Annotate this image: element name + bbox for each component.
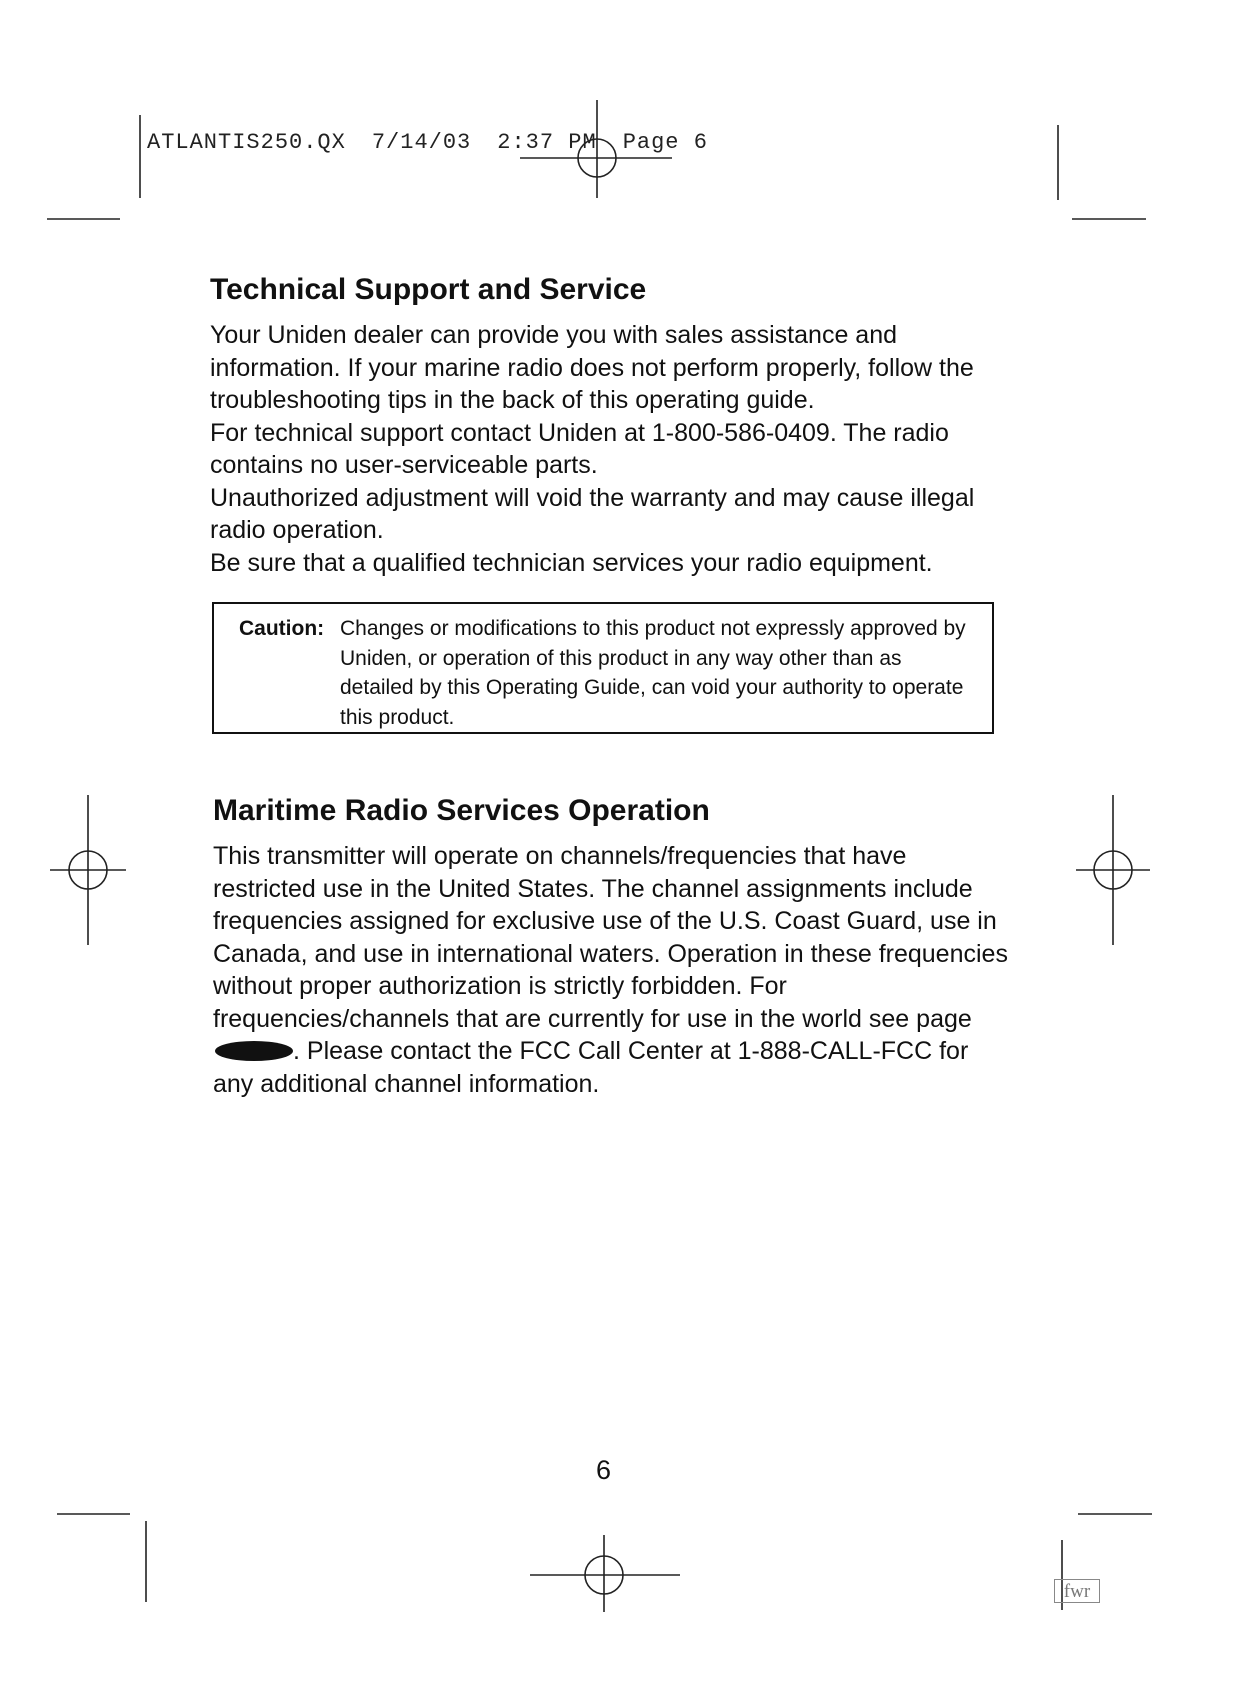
- slug-time: 2:37 PM: [497, 130, 597, 155]
- technical-support-paragraph: Your Uniden dealer can provide you with sales assistance and information. If your marine radio does not perform properly, follow the troubleshooting tips in the back of this operating guide.: [210, 321, 974, 414]
- technical-support-paragraph: For technical support contact Uniden at 1-800-586-0409. The radio contains no user-serviceable parts.: [210, 418, 949, 479]
- technical-support-paragraph: Be sure that a qualified technician services your radio equipment.: [210, 548, 933, 577]
- slug-page-label: Page 6: [622, 130, 708, 155]
- page-number: 6: [596, 1455, 612, 1485]
- redaction-mark: [215, 1041, 293, 1061]
- registration-mark-bottom: [530, 1535, 680, 1612]
- maritime-text-before: This transmitter will operate on channels/frequencies that have restricted use in the United States. The channel assignments include frequencies assigned for exclusive use of the U.S. Coast Guard, use in Canada, and use in international waters. Operation in these frequencies without proper authorization is strictly forbidden. For frequencies/channels that are currently for use in the world see page: [213, 842, 1008, 1033]
- registration-mark-left: [50, 795, 126, 945]
- maritime-heading: Maritime Radio Services Operation: [213, 794, 710, 827]
- caution-box: [212, 602, 994, 734]
- technical-support-paragraph: Unauthorized adjustment will void the warranty and may cause illegal radio operation.: [210, 483, 975, 544]
- registration-mark-top: [520, 100, 672, 198]
- maritime-body: [213, 840, 1013, 1100]
- caution-label: Caution:: [239, 617, 325, 640]
- registration-mark-right: [1076, 795, 1150, 945]
- caution-text: Changes or modifications to this product not expressly approved by Uniden, or operation of this product in any way other than as detailed by this Operating Guide, can void your authority to operate this product.: [340, 617, 966, 729]
- maritime-paragraph: [213, 840, 1013, 1100]
- corner-stamp: fwr: [1054, 1579, 1100, 1603]
- technical-support-heading: Technical Support and Service: [210, 273, 647, 306]
- slug-filename: ATLANTIS250.QX: [147, 130, 346, 155]
- slug-date: 7/14/03: [371, 130, 472, 155]
- technical-support-body: [210, 319, 1010, 579]
- maritime-text-after: . Please contact the FCC Call Center at 1-888-CALL-FCC for any additional channel information.: [213, 1037, 969, 1098]
